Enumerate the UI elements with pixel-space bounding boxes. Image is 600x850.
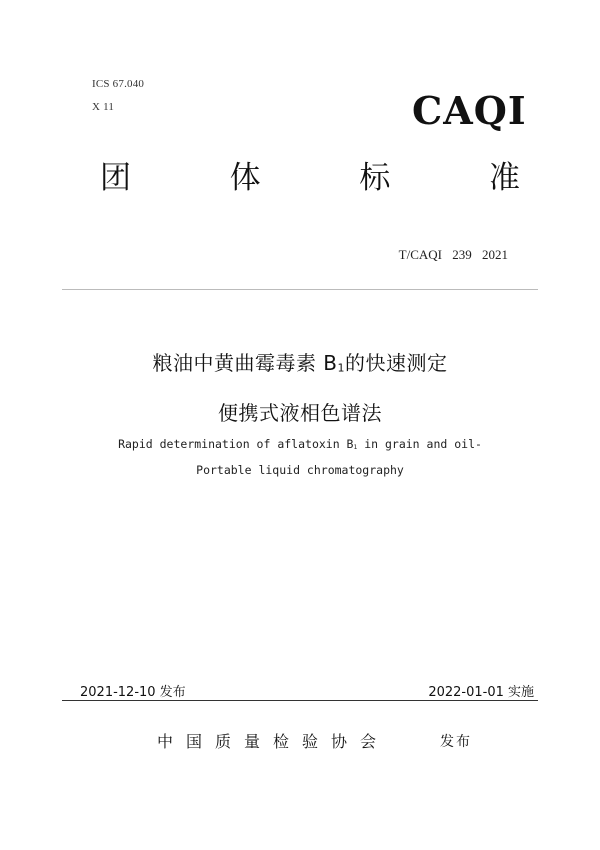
title-english-line-2: Portable liquid chromatography xyxy=(196,463,404,477)
title-cn-part: 的快速测定 xyxy=(345,351,448,375)
implementation-date: 2022-01-01 实施 xyxy=(428,685,534,700)
title-chinese-line-2: 便携式液相色谱法 xyxy=(218,401,382,425)
top-divider xyxy=(62,289,538,290)
publish-label: 发布 xyxy=(440,734,472,750)
standard-type-heading xyxy=(100,152,520,197)
ics-code: ICS 67.040 xyxy=(92,78,145,90)
subscript: 1 xyxy=(337,361,346,375)
title-en-part: Rapid determination of aflatoxin B xyxy=(118,437,354,451)
issue-date: 2021-12-10 发布 xyxy=(80,685,186,700)
caqi-logo: CAQI xyxy=(412,88,527,133)
title-cn-part: 粮油中黄曲霉毒素 B xyxy=(152,351,338,375)
title-en-part: in grain and oil- xyxy=(357,437,482,451)
publisher-name: 中国质量检验协会 xyxy=(157,732,390,751)
standard-type-char: 体 xyxy=(229,160,261,196)
subscript: 1 xyxy=(353,443,358,451)
standard-type-char: 团 xyxy=(100,160,131,196)
title-chinese-line-1 xyxy=(0,347,600,376)
bottom-divider xyxy=(62,700,538,701)
standard-number: T/CAQI 239 2021 xyxy=(398,247,508,262)
title-english-line-1 xyxy=(0,437,600,451)
standard-type-char: 标 xyxy=(359,160,391,196)
classification-code: X 11 xyxy=(92,101,115,113)
standard-type-char: 准 xyxy=(488,160,520,196)
